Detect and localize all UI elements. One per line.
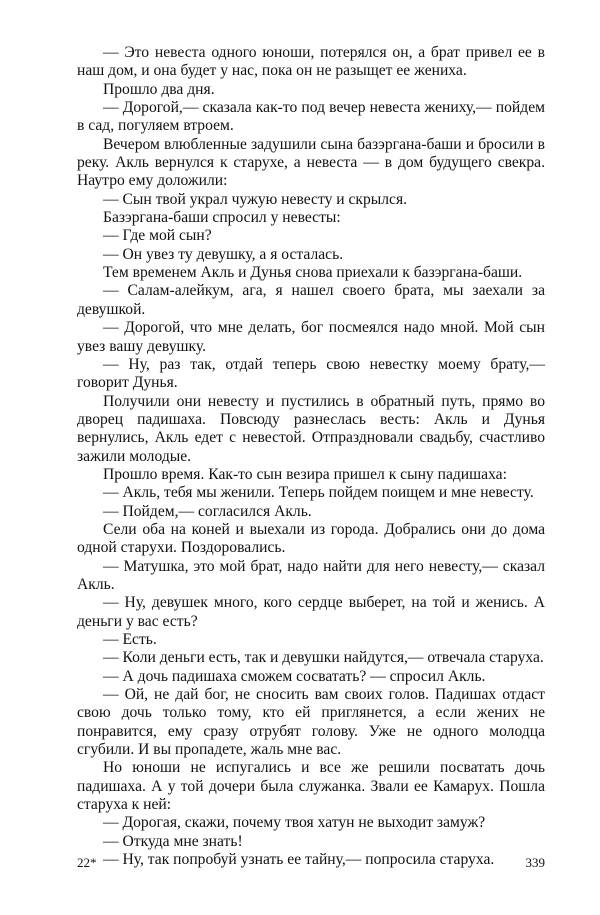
paragraph: — Ну, девушек много, кого сердце выберет, на той и женись. А деньги у вас есть?: [77, 594, 545, 630]
paragraph: Базэргана-баши спросил у невесты:: [103, 209, 341, 227]
paragraph: — Ой, не дай бог, не сносить вам своих голов. Падишах отдаст свою дочь только тому, кто ей приглянется, а если жених не понравится, ему сразу отрубят голову. Уже не одного молодца сгубили. И вы пропадете, жаль мне вас.: [77, 686, 545, 759]
paragraph: — Есть.: [103, 631, 157, 648]
signature-mark: 22*: [77, 855, 97, 870]
paragraph: — Ну, так попробуй узнать ее тайну,— попросила старуха.: [103, 851, 495, 869]
paragraph: — Дорогая, скажи, почему твоя хатун не выходит замуж?: [103, 814, 486, 832]
paragraph: — Где мой сын?: [103, 227, 212, 245]
paragraph: Тем временем Акль и Дунья снова приехали к базэргана-баши.: [103, 264, 523, 282]
paragraph: — Пойдем,— согласился Акль.: [103, 502, 312, 520]
paragraph: — Сын твой украл чужую невесту и скрылся.: [103, 190, 408, 208]
page-footer: [77, 855, 545, 871]
paragraph: — А дочь падишаха сможем сосватать? — спросил Акль.: [103, 667, 486, 685]
paragraph: — Салам-алейкум, ага, я нашел своего брата, мы заехали за девушкой.: [77, 282, 545, 318]
page-text: [77, 44, 545, 869]
paragraph: — Он увез ту девушку, а я осталась.: [103, 245, 344, 263]
paragraph: Прошло два дня.: [103, 80, 215, 98]
paragraph: — Это невеста одного юноши, потерялся он, а брат привел ее в наш дом, и она будет у нас, пока он не разыщет ее жениха.: [77, 44, 545, 80]
paragraph: Но юноши не испугались и все же решили посватать дочь падишаха. А у той дочери была служанка. Звали ее Камарух. Пошла старуха к ней:: [77, 759, 545, 814]
page-number: 339: [525, 855, 545, 870]
paragraph: — Матушка, это мой брат, надо найти для него невесту,— сказал Акль.: [77, 557, 545, 593]
paragraph: — Коли деньги есть, так и девушки найдутся,— отвечала старуха.: [103, 649, 544, 667]
paragraph: — Дорогой, что мне делать, бог посмеялся надо мной. Мой сын увез вашу девушку.: [77, 319, 545, 355]
paragraph: Сели оба на коней и выехали из города. Добрались они до дома одной старухи. Поздоровались.: [77, 520, 545, 557]
paragraph: — Ну, раз так, отдай теперь свою невестку моему брату,— говорит Дунья.: [77, 355, 545, 392]
paragraph: Прошло время. Как-то сын везира пришел к сыну падишаха:: [103, 465, 507, 483]
paragraph: — Акль, тебя мы женили. Теперь пойдем поищем и мне невесту.: [103, 484, 534, 502]
paragraph: Получили они невесту и пустились в обратный путь, прямо во дворец падишаха. Повсюду разнеслась весть: Акль и Дунья вернулись, Акль едет с невестой. Отпраздновали свадьбу, счастливо зажили молодые.: [77, 392, 545, 465]
paragraph: Вечером влюбленные задушили сына базэргана-баши и бросили в реку. Акль вернулся к старухе, а невеста — в дом будущего свекра. Наутро ему доложили:: [77, 135, 545, 190]
paragraph: — Дорогой,— сказала как-то под вечер невеста жениху,— пойдем в сад, погуляем втроем.: [77, 99, 545, 135]
paragraph: — Откуда мне знать!: [103, 832, 243, 850]
